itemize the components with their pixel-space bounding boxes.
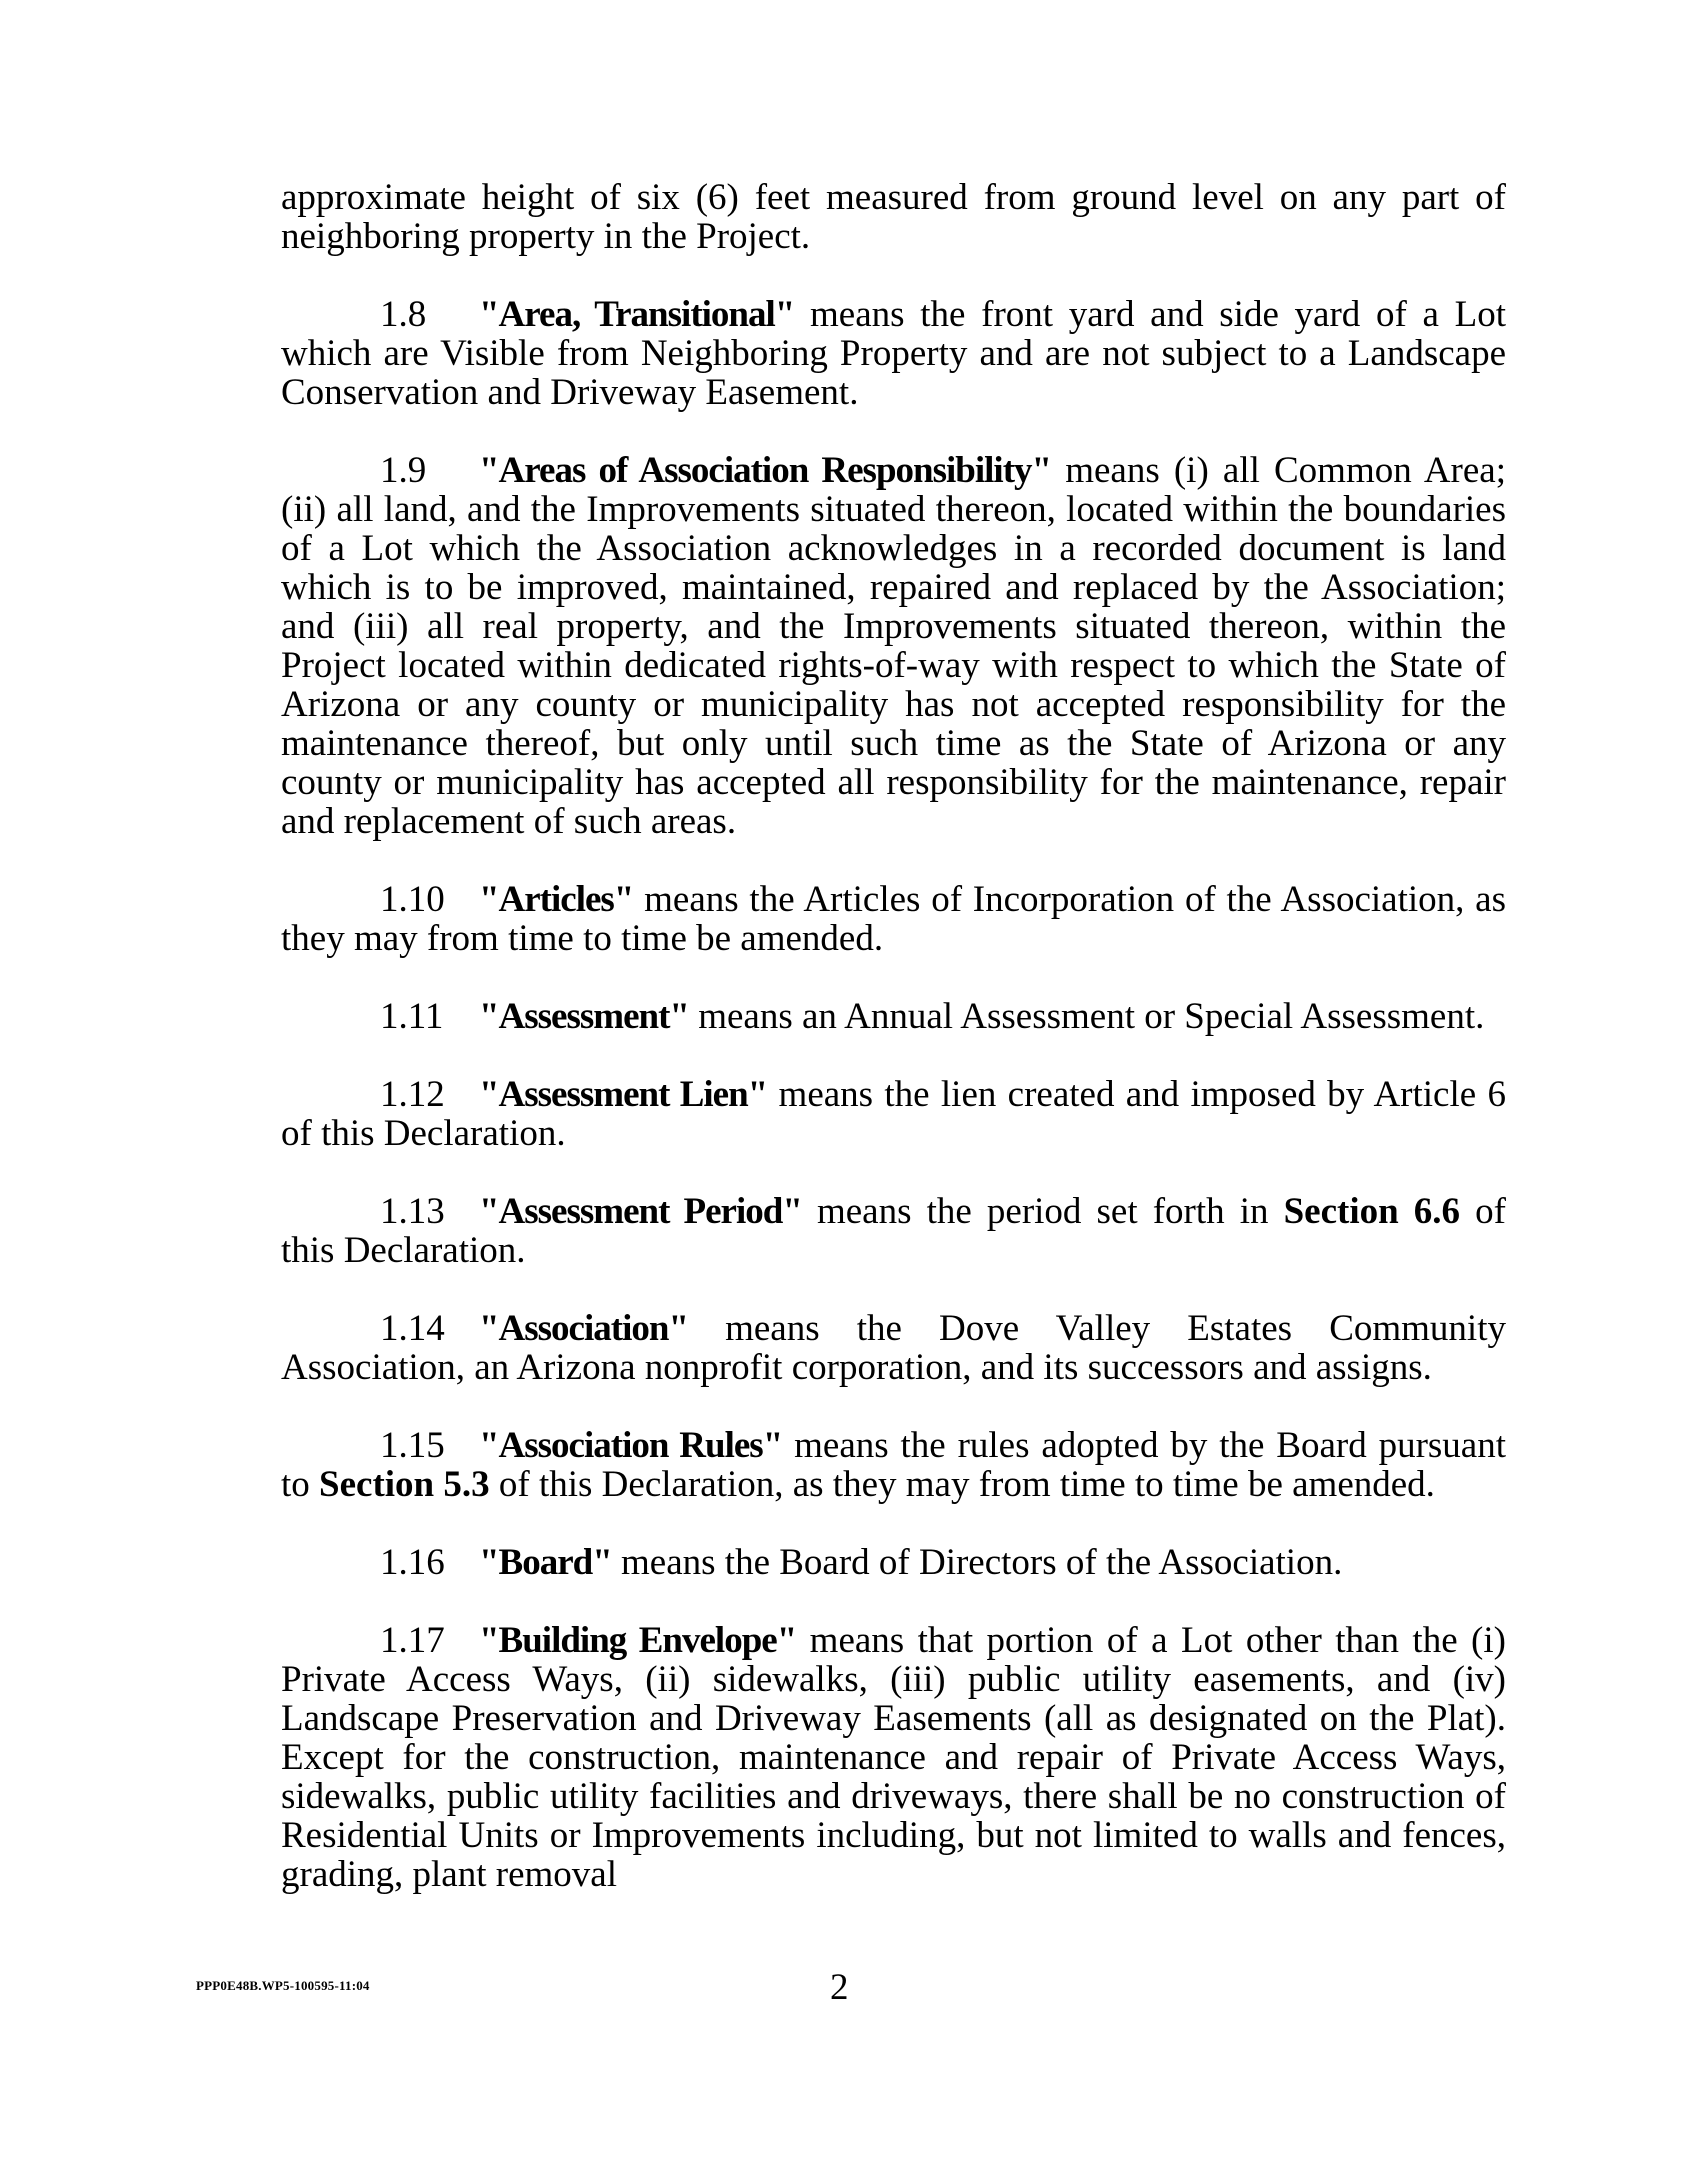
- defined-term: "Articles": [479, 879, 634, 920]
- definition-text: means the Board of Directors of the Association.: [611, 1542, 1343, 1583]
- definition-text: means the front yard and side yard of a Lot which are Visible from Neighboring Property and are not subject to a Landscape Conservation and Driveway Easement.: [281, 294, 1506, 413]
- definition-text-tail: of this Declaration.: [281, 1191, 1506, 1271]
- definition-1-17: [281, 1621, 1506, 1894]
- document-body: [281, 178, 1506, 1933]
- definition-1-16: [281, 1543, 1506, 1582]
- definition-1-13: [281, 1192, 1506, 1270]
- definition-number: 1.16: [380, 1542, 445, 1583]
- definition-number: 1.12: [380, 1074, 445, 1115]
- defined-term: "Areas of Association Responsibility": [479, 450, 1052, 491]
- defined-term: "Building Envelope": [479, 1620, 797, 1661]
- defined-term: "Area, Transitional": [479, 294, 795, 335]
- definition-text-tail: of this Declaration, as they may from time to time be amended.: [489, 1464, 1435, 1505]
- definition-1-12: [281, 1075, 1506, 1153]
- defined-term: "Association Rules": [479, 1425, 783, 1466]
- definition-number: 1.8: [380, 294, 427, 335]
- definition-number: 1.15: [380, 1425, 445, 1466]
- defined-term: "Assessment Lien": [479, 1074, 768, 1115]
- definition-text: means the period set forth in: [801, 1191, 1284, 1232]
- definition-number: 1.17: [380, 1620, 445, 1661]
- definition-text: means the lien created and imposed by Article 6 of this Declaration.: [281, 1074, 1506, 1154]
- definition-text: means an Annual Assessment or Special Assessment.: [688, 996, 1485, 1037]
- definition-number: 1.14: [380, 1308, 445, 1349]
- defined-term: "Assessment Period": [479, 1191, 802, 1232]
- definition-text: means the rules adopted by the Board pursuant to: [281, 1425, 1506, 1505]
- defined-term: "Assessment": [479, 996, 689, 1037]
- definition-number: 1.9: [380, 450, 427, 491]
- section-reference: Section 6.6: [1283, 1191, 1461, 1232]
- definition-number: 1.11: [380, 996, 444, 1037]
- definition-text: means the Articles of Incorporation of the Association, as they may from time to time be amended.: [281, 879, 1506, 959]
- definition-text: means (i) all Common Area; (ii) all land, and the Improvements situated thereon, located within the boundaries of a Lot which the Association acknowledges in a recorded document is land which is to be improved, maintained, repaired and replaced by the Association; and (iii) all real property, and the Improvements situated thereon, within the Project located within dedicated rights-of-way with respect to which the State of Arizona or any county or municipality has not accepted responsibility for the maintenance thereof, but only until such time as the State of Arizona or any county or municipality has accepted all responsibility for the maintenance, repair and replacement of such areas.: [281, 450, 1506, 842]
- definition-number: 1.13: [380, 1191, 445, 1232]
- definition-text: means that portion of a Lot other than the (i) Private Access Ways, (ii) sidewalks, (iii) public utility easements, and (iv) Landscape Preservation and Driveway Easements (all as designated on the Plat). Except for the construction, maintenance and repair of Private Access Ways, sidewalks, public utility facilities and driveways, there shall be no construction of Residential Units or Improvements including, but not limited to walls and fences, grading, plant removal: [281, 1620, 1506, 1895]
- defined-term: "Association": [479, 1308, 688, 1349]
- definition-1-14: [281, 1309, 1506, 1387]
- page-number: 2: [830, 1967, 849, 2008]
- definition-1-8: [281, 295, 1506, 412]
- document-id: PPP0E48B.WP5-100595-11:04: [196, 1978, 370, 1993]
- definition-1-11: [281, 997, 1506, 1036]
- definition-text: means the Dove Valley Estates Community Association, an Arizona nonprofit corporation, and its successors and assigns.: [281, 1308, 1506, 1388]
- definition-1-9: [281, 451, 1506, 841]
- section-reference: Section 5.3: [319, 1464, 490, 1505]
- continuation-paragraph: approximate height of six (6) feet measured from ground level on any part of neighboring property in the Project.: [281, 177, 1506, 257]
- definition-1-10: [281, 880, 1506, 958]
- definition-number: 1.10: [380, 879, 445, 920]
- definition-1-15: [281, 1426, 1506, 1504]
- defined-term: "Board": [479, 1542, 612, 1583]
